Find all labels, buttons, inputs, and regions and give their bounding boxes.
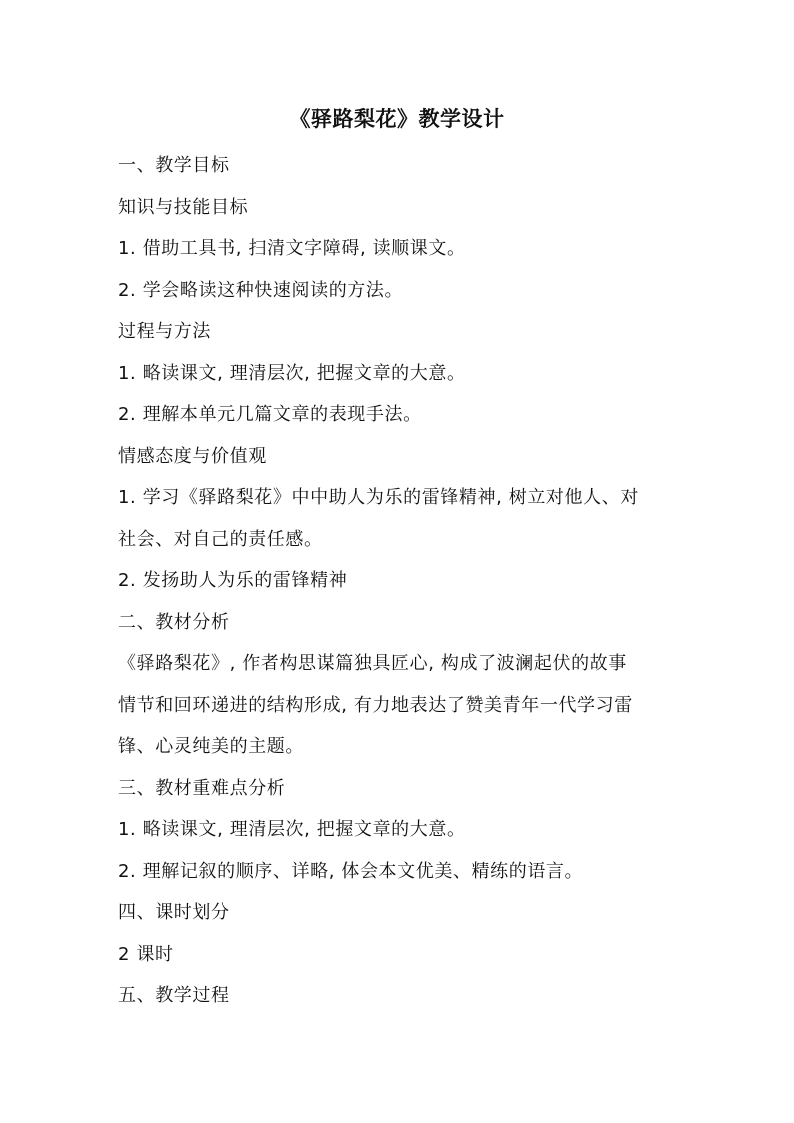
body-line: 2. 理解本单元几篇文章的表现手法。 [118,404,422,425]
body-line: 1. 借助工具书, 扫清文字障碍, 读顺课文。 [118,238,466,259]
body-line: 1. 略读课文, 理清层次, 把握文章的大意。 [118,819,466,840]
body-line: 锋、心灵纯美的主题。 [118,736,304,757]
section-heading-key-difficulties: 三、教材重难点分析 [118,777,286,799]
body-line: 2 课时 [118,943,174,965]
body-line: 1. 略读课文, 理清层次, 把握文章的大意。 [118,362,466,384]
subheading-emotion-values: 情感态度与价值观 [118,445,267,467]
section-heading-teaching-process: 五、教学过程 [118,985,230,1006]
body-line: 2. 学会略读这种快速阅读的方法。 [118,279,404,301]
body-line: 2. 理解记叙的顺序、详略, 体会本文优美、精练的语言。 [118,860,584,882]
body-line: 2. 发扬助人为乐的雷锋精神 [118,570,348,591]
body-line: 社会、对自己的责任感。 [118,528,323,550]
section-heading-lesson-division: 四、课时划分 [118,902,230,923]
section-heading-material-analysis: 二、教材分析 [118,611,230,633]
body-line: 《驿路梨花》, 作者构思谋篇独具匠心, 构成了波澜起伏的故事 [118,653,627,674]
subheading-process-methods: 过程与方法 [118,321,211,342]
section-heading-objectives: 一、教学目标 [118,155,230,176]
document-title: 《驿路梨花》教学设计 [289,107,505,131]
document-body [118,145,678,1017]
subheading-knowledge-skills: 知识与技能目标 [118,196,249,218]
body-line: 1. 学习《驿路梨花》中中助人为乐的雷锋精神, 树立对他人、对 [118,487,639,508]
body-line: 情节和回环递进的结构形成, 有力地表达了赞美青年一代学习雷 [118,694,633,716]
